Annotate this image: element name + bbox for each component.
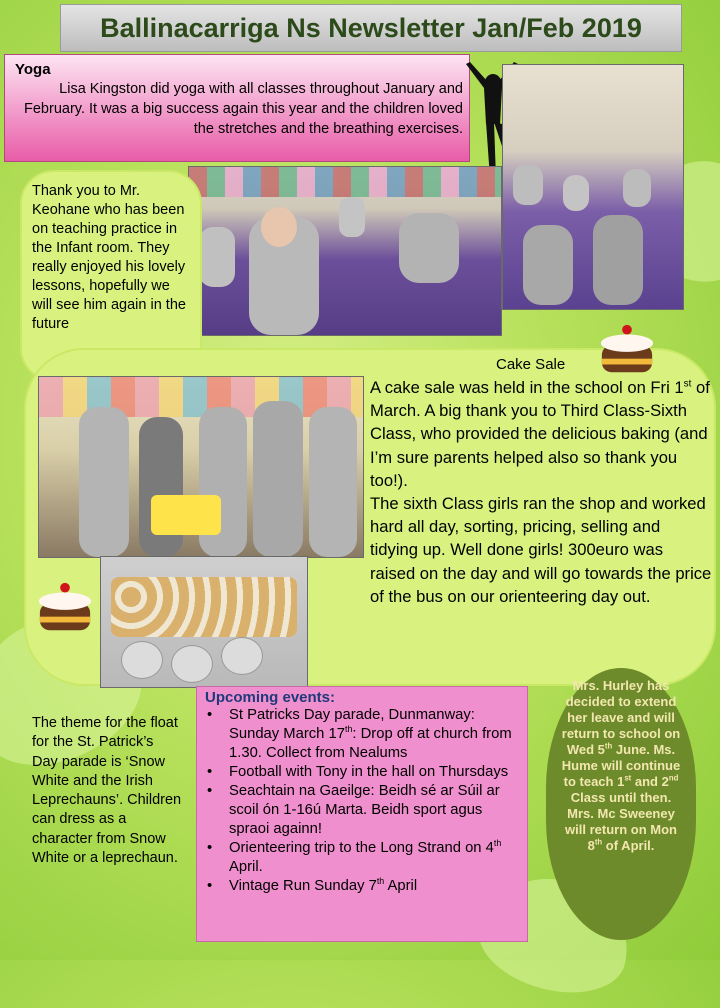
yoga-text: Lisa Kingston did yoga with all classes throughout January and February. It was a big success again this year and the children loved the stretches and the breathing exercises. [24, 81, 463, 137]
event-item: • Vintage Run Sunday 7th April [205, 877, 519, 896]
upcoming-events-section [196, 686, 528, 942]
yoga-title: Yoga [15, 61, 51, 78]
cake-icon [36, 574, 94, 640]
yoga-class-photo-center [188, 166, 502, 336]
cake-sale-heading: Cake Sale [496, 356, 566, 373]
cake-icon [598, 316, 656, 382]
cake-sale-paragraph: A cake sale was held in the school on Fri 1st of March. A big thank you to Third Class-Sixth Class, who provided the delicious baking (and I’m sure parents helped also so thank you too!). [370, 378, 710, 490]
events-list [205, 706, 519, 896]
staff-update-note: Mrs. Hurley has decided to extend her leave and will return to school on Wed 5th June. Ms. Hume will continue to teach 1st and 2nd Class until then. Mrs. Mc Sweeney will return on Mon 8th of April. [546, 668, 696, 940]
event-item: • St Patricks Day parade, Dunmanway: Sunday March 17th: Drop off at church from 1.30. Collect from Nealums [205, 706, 519, 763]
event-item: • Football with Tony in the hall on Thursdays [205, 763, 519, 782]
events-title: Upcoming events: [205, 689, 336, 706]
cake-sale-paragraph: The sixth Class girls ran the shop and worked hard all day, sorting, pricing, selling and tidying up. Well done girls! 300euro was raised on the day and will go towards the price of the bus on our orienteering day out. [370, 494, 712, 606]
newsletter-title: Ballinacarriga Ns Newsletter Jan/Feb 2019 [60, 4, 682, 52]
event-item: • Orienteering trip to the Long Strand on 4th April. [205, 839, 519, 877]
cake-sale-text [370, 376, 712, 608]
cake-sale-group-photo [38, 376, 364, 558]
yoga-section [4, 54, 470, 162]
baked-goods-photo [100, 556, 308, 688]
thank-you-note: Thank you to Mr. Keohane who has been on teaching practice in the Infant room. They really enjoyed his lovely lessons, hopefully we will see him again in the future [20, 170, 202, 382]
yoga-class-photo-right [502, 64, 684, 310]
event-item: • Seachtain na Gaeilge: Beidh sé ar Súil ar scoil ón 1-16ú Marta. Beidh sport agus spraoi againn! [205, 782, 519, 839]
float-theme-note: The theme for the float for the St. Patrick’s Day parade is ‘Snow White and the Irish Leprechauns’. Children can dress as a character from Snow White or a leprechaun. [32, 715, 182, 867]
